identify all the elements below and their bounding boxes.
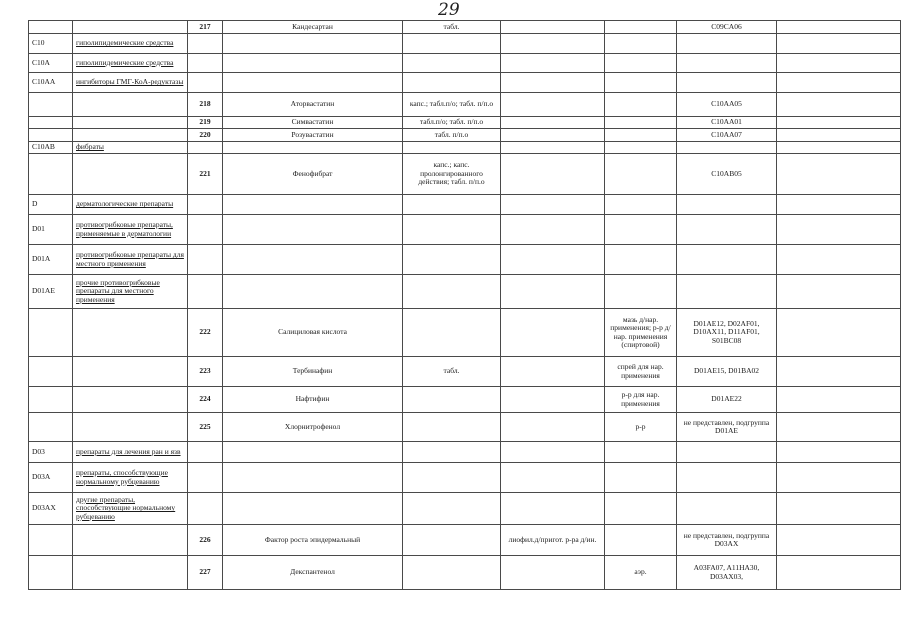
row-number: 226 (188, 525, 223, 556)
row-number: 227 (188, 556, 223, 590)
table-row (29, 525, 901, 556)
atc-code: A03FA07, A11HA30, D03AX03, (677, 556, 777, 590)
atc-group-code: D03 (29, 442, 73, 463)
atc-code: C10AB05 (677, 154, 777, 195)
table-row (29, 463, 901, 493)
table-row (29, 117, 901, 129)
atc-group-name: гиполипидемические средства (73, 54, 188, 73)
table-row (29, 387, 901, 413)
dosage-form: табл. п/п.о (403, 129, 501, 142)
drug-name: Нафтифин (223, 387, 403, 413)
dosage-form: табл.п/о; табл. п/п.о (403, 117, 501, 129)
atc-group-name: препараты для лечения ран и язв (73, 442, 188, 463)
drug-name: Тербинафин (223, 357, 403, 387)
table-row (29, 357, 901, 387)
row-number: 220 (188, 129, 223, 142)
atc-code: D01AE12, D02AF01, D10AX11, D11AF01, S01BC08 (677, 309, 777, 357)
row-number: 223 (188, 357, 223, 387)
dosage-form: лиофил.д/пригот. р-ра д/ин. (501, 525, 605, 556)
route-form: р-р (605, 413, 677, 442)
route-form: мазь д/нар. применения; р-р д/нар. применения (спиртовой) (605, 309, 677, 357)
table-row (29, 215, 901, 245)
atc-code: C09CA06 (677, 21, 777, 34)
atc-group-code: D03AX (29, 493, 73, 525)
drug-name: Декспантенол (223, 556, 403, 590)
atc-group-name: препараты, способствующие нормальному рубцеванию (73, 463, 188, 493)
atc-group-name: противогрибковые препараты, применяемые в дерматологии (73, 215, 188, 245)
atc-code: не представлен, подгруппа D01AE (677, 413, 777, 442)
table-row (29, 245, 901, 275)
dosage-form: капс.; табл.п/о; табл. п/п.о (403, 93, 501, 117)
atc-group-code: D (29, 195, 73, 215)
drug-name: Хлорнитрофенол (223, 413, 403, 442)
drug-name: Аторвастатин (223, 93, 403, 117)
atc-group-code: C10AA (29, 73, 73, 93)
atc-group-code: D01A (29, 245, 73, 275)
atc-group-name: ингибиторы ГМГ-КоА-редуктазы (73, 73, 188, 93)
table-row (29, 129, 901, 142)
table-row (29, 413, 901, 442)
page-number: 29 (438, 0, 460, 20)
atc-code: C10AA05 (677, 93, 777, 117)
atc-group-name: другие препараты, способствующие нормальному рубцеванию (73, 493, 188, 525)
dosage-form: табл. (403, 21, 501, 34)
atc-group-code: D01AE (29, 275, 73, 309)
atc-group-code: C10AB (29, 142, 73, 154)
atc-code: D01AE15, D01BA02 (677, 357, 777, 387)
table-row (29, 493, 901, 525)
route-form: р-р для нар. применения (605, 387, 677, 413)
drug-name: Фенофибрат (223, 154, 403, 195)
atc-group-code: D03A (29, 463, 73, 493)
table-row (29, 93, 901, 117)
table-row (29, 154, 901, 195)
drug-name: Симвастатин (223, 117, 403, 129)
row-number: 218 (188, 93, 223, 117)
row-number: 224 (188, 387, 223, 413)
atc-group-code: C10A (29, 54, 73, 73)
atc-group-name: противогрибковые препараты для местного применения (73, 245, 188, 275)
table-row (29, 195, 901, 215)
atc-code: не представлен, подгруппа D03AX (677, 525, 777, 556)
drug-name: Розувастатин (223, 129, 403, 142)
atc-code: D01AE22 (677, 387, 777, 413)
atc-group-code: C10 (29, 34, 73, 54)
row-number: 222 (188, 309, 223, 357)
drug-name: Салициловая кислота (223, 309, 403, 357)
table-row (29, 142, 901, 154)
table-row (29, 556, 901, 590)
route-form: аэр. (605, 556, 677, 590)
table-row (29, 275, 901, 309)
atc-group-name: фибраты (73, 142, 188, 154)
atc-group-name: прочие противогрибковые препараты для местного применения (73, 275, 188, 309)
row-number: 225 (188, 413, 223, 442)
atc-group-name: гиполипидемические средства (73, 34, 188, 54)
table-row (29, 309, 901, 357)
table-row (29, 54, 901, 73)
atc-group-name: дерматологические препараты (73, 195, 188, 215)
row-number: 219 (188, 117, 223, 129)
route-form: спрей для нар. применения (605, 357, 677, 387)
dosage-form: табл. (403, 357, 501, 387)
row-number: 217 (188, 21, 223, 34)
row-number: 221 (188, 154, 223, 195)
atc-code: C10AA01 (677, 117, 777, 129)
table-row (29, 21, 901, 34)
drug-table (28, 20, 901, 590)
table-row (29, 34, 901, 54)
atc-code: C10AA07 (677, 129, 777, 142)
drug-name: Фактор роста эпидермальный (223, 525, 403, 556)
table-row (29, 73, 901, 93)
table-row (29, 442, 901, 463)
dosage-form: капс.; капс. пролонгированного действия; табл. п/п.о (403, 154, 501, 195)
drug-name: Кандесартан (223, 21, 403, 34)
atc-group-code: D01 (29, 215, 73, 245)
